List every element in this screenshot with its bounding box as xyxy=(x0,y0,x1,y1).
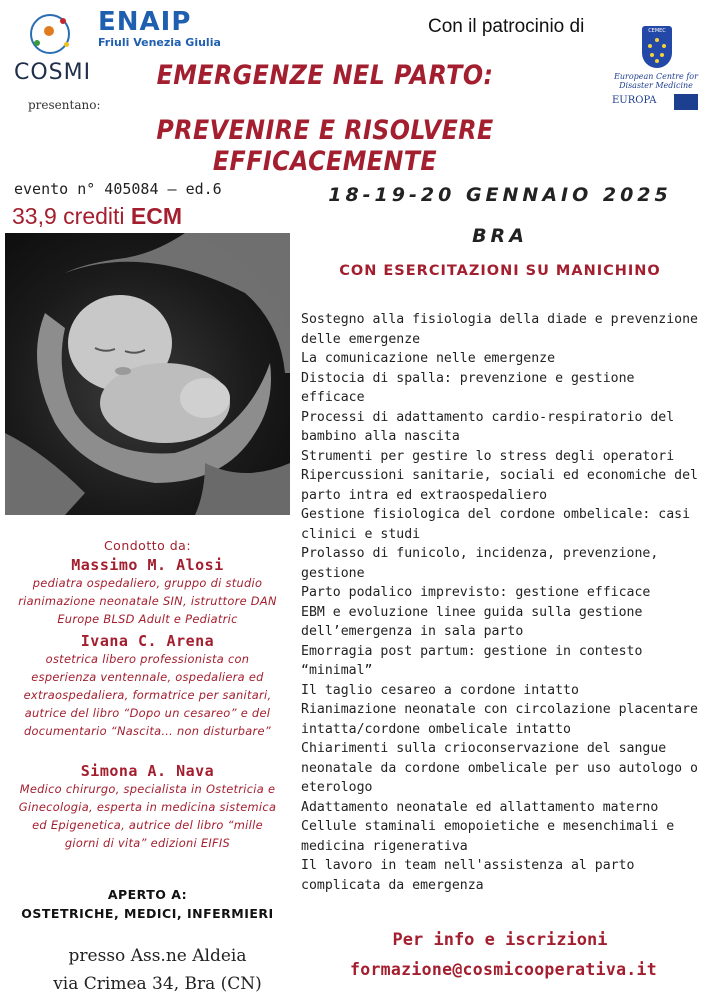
audience-value: OSTETRICHE, MEDICI, INFERMIERI xyxy=(21,906,274,921)
topic-item: La comunicazione nelle emergenze xyxy=(301,351,556,366)
enaip-subtitle: Friuli Venezia Giulia xyxy=(98,36,221,49)
cosmi-dot-icon xyxy=(34,40,40,46)
star-icon xyxy=(655,38,659,42)
newborn-in-hands-photo xyxy=(5,233,290,515)
crediti-label: ECM xyxy=(130,203,183,229)
cosmi-dot-icon xyxy=(44,26,54,36)
speaker-bio: ostetrica libero professionista con esperienza ventennale, ospedaliera ed extraospedaliera, formatrice per sanitari, autrice del libro “Dopo un cesareo” e del documentario “Nascita… non disturbare” xyxy=(23,652,272,738)
event-subtitle: CON ESERCITAZIONI SU MANICHINO xyxy=(339,263,661,279)
council-of-europe-flag-icon xyxy=(674,94,698,110)
venue-block xyxy=(5,942,310,998)
cemec-text: European Centre for Disaster Medicine xyxy=(614,72,698,90)
cosmi-dot-icon xyxy=(60,18,66,24)
topic-item: EBM e evoluzione linee guida sulla gestione dell’emergenza in sala parto xyxy=(301,604,643,639)
europa-text: EUROPA xyxy=(612,95,657,106)
topic-item: Chiarimenti sulla crioconservazione del sangue neonatale da cordone ombelicale per uso autologo o eterologo xyxy=(301,741,698,795)
topic-item: Parto podalico imprevisto: gestione efficace xyxy=(301,585,651,600)
cosmi-dot-icon xyxy=(64,42,69,47)
star-icon xyxy=(655,59,659,63)
cemec-label: CEMEC xyxy=(648,28,666,34)
crediti-value: 33,9 crediti xyxy=(12,203,125,229)
cosmi-logo xyxy=(14,14,94,104)
venue-line-1: presso Ass.ne Aldeia xyxy=(68,946,247,966)
speaker-alosi xyxy=(5,556,290,628)
topic-item: Cellule staminali emopoietiche e mesenchimali e medicina rigenerativa xyxy=(301,819,675,854)
topic-item: Ripercussioni sanitarie, sociali ed economiche del parto intra ed extraospedaliero xyxy=(301,468,698,503)
topic-item: Sostegno alla fisiologia della diade e prevenzione delle emergenze xyxy=(301,312,698,347)
title-line-1: EMERGENZE NEL PARTO: xyxy=(156,60,494,91)
europa-logo xyxy=(612,94,700,112)
topic-item: Gestione fisiologica del cordone ombelicale: casi clinici e studi xyxy=(301,507,691,542)
topics-list xyxy=(301,310,703,895)
speaker-bio: Medico chirurgo, specialista in Ostetricia e Ginecologia, esperta in medicina sistemica ed Epigenetica, autrice del libro “mille giorni di vita” edizioni EIFIS xyxy=(18,782,277,850)
speaker-name: Ivana C. Arena xyxy=(80,632,215,650)
topic-item: Il lavoro in team nell'assistenza al parto complicata da emergenza xyxy=(301,858,635,893)
venue-line-2: via Crimea 34, Bra (CN) xyxy=(53,974,262,994)
enaip-logo xyxy=(98,8,221,49)
topic-item: Processi di adattamento cardio-respiratorio del bambino alla nascita xyxy=(301,409,675,444)
topic-item: Distocia di spalla: prevenzione e gestione efficace xyxy=(301,370,635,405)
speaker-name: Simona A. Nava xyxy=(80,762,215,780)
topic-item: Il taglio cesareo a cordone intatto xyxy=(301,682,579,698)
title-line-2: PREVENIRE E RISOLVERE EFFICACEMENTE xyxy=(156,115,494,177)
cosmi-logo-text: COSMI xyxy=(14,60,92,85)
enaip-title: ENAIP xyxy=(98,7,192,37)
topic-item: Strumenti per gestire lo stress degli operatori xyxy=(301,448,675,464)
speaker-bio: pediatra ospedaliero, gruppo di studio rianimazione neonatale SIN, istruttore DAN Europe BLSD Adult e Pediatric xyxy=(18,576,277,626)
evento-number: evento n° 405084 – ed.6 xyxy=(14,180,222,198)
speaker-arena xyxy=(5,632,290,740)
star-icon xyxy=(660,53,664,57)
event-dates: 18-19-20 GENNAIO 2025 xyxy=(328,184,672,206)
audience-label: APERTO A: xyxy=(107,887,188,902)
photo-illustration xyxy=(5,233,290,515)
topic-item: Adattamento neonatale ed allattamento materno xyxy=(301,799,659,815)
speaker-nava xyxy=(5,762,290,852)
cemec-logo xyxy=(612,26,700,116)
info-label: Per info e iscrizioni xyxy=(392,930,608,950)
star-icon xyxy=(662,44,666,48)
topic-item: Prolasso di funicolo, incidenza, prevenzione, gestione xyxy=(301,546,659,581)
presentano-label: presentano: xyxy=(28,98,101,112)
condotto-da-label: Condotto da: xyxy=(103,538,192,553)
patrocinio-label: Con il patrocinio di xyxy=(428,16,585,37)
crediti-ecm xyxy=(12,203,182,230)
topic-item: Rianimazione neonatale con circolazione placentare intatta/cordone ombelicale intatto xyxy=(301,702,698,737)
cemec-shield-icon xyxy=(642,26,672,68)
contact-email[interactable]: formazione@cosmicooperativa.it xyxy=(349,960,657,979)
speaker-name: Massimo M. Alosi xyxy=(71,556,224,574)
audience-block xyxy=(5,885,290,923)
topic-item: Emorragia post partum: gestione in contesto “minimal” xyxy=(301,643,643,678)
event-location: BRA xyxy=(472,225,528,247)
star-icon xyxy=(650,53,654,57)
star-icon xyxy=(648,44,652,48)
